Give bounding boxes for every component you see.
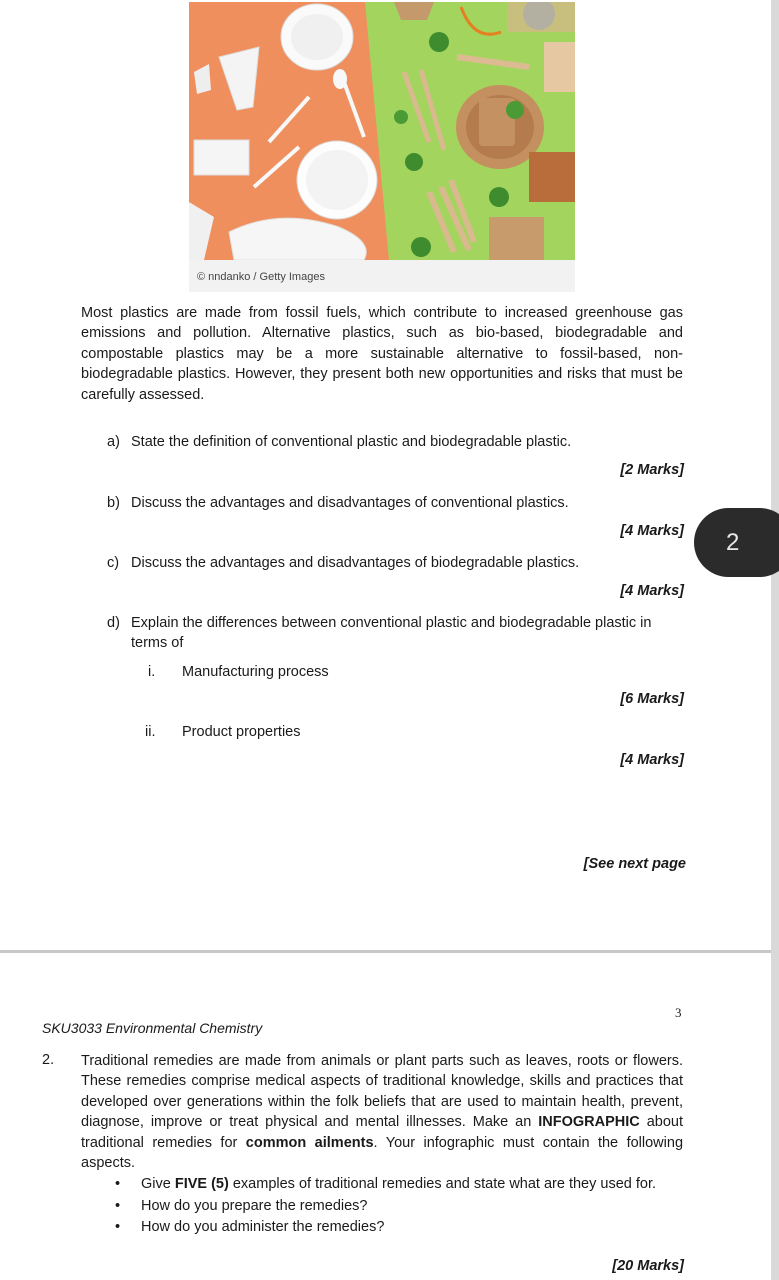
aspect-bold: FIVE (5) (174, 1176, 229, 1192)
question-2-text (81, 1051, 683, 1173)
question-2-aspects-list (115, 1174, 656, 1239)
question-text: State the definition of conventional plastic and biodegradable plastic. (131, 434, 572, 450)
question-label: d) (107, 615, 120, 631)
aspect-item: • How do you prepare the remedies? (115, 1196, 656, 1218)
q2-common-ailments-keyword: common ailments (245, 1134, 374, 1151)
question-text-line2: terms of (131, 635, 184, 651)
q2-infographic-keyword: INFOGRAPHIC (538, 1114, 640, 1131)
question-label: b) (107, 495, 120, 511)
question-text: Discuss the advantages and disadvantages of biodegradable plastics. (131, 555, 580, 571)
sub-question-text: Manufacturing process (182, 664, 329, 680)
plastics-photo (189, 2, 575, 260)
q2-text-part: . Your infographic must contain the following aspects. (81, 1134, 684, 1172)
page-indicator-badge: 2 (694, 508, 779, 577)
marks-b: [4 Marks] (620, 523, 684, 539)
page-number: 3 (675, 1005, 682, 1020)
q2-text-part: about traditional remedies for (81, 1114, 683, 1151)
question-2-number: 2. (42, 1052, 55, 1068)
page-break-divider (0, 950, 771, 953)
aspect-item: • How do you administer the remedies? (115, 1217, 656, 1239)
sub-question-label: i. (148, 664, 156, 680)
scrollbar[interactable] (771, 0, 779, 1280)
q2-text-part: Traditional remedies are made from animals or plant parts such as leaves, roots or flowers. These remedies comprise medical aspects of traditional knowledge, skills and practices that developed over generations within the folk beliefs that are used to maintain health, prevent, diagnose, improve or treat physical and mental illnesses. Make an (81, 1053, 683, 1131)
marks-d-ii: [4 Marks] (620, 752, 684, 768)
question-text: Discuss the advantages and disadvantages of conventional plastics. (131, 495, 569, 511)
question-text-line1: Explain the differences between conventional plastic and biodegradable plastic in (131, 615, 652, 631)
marks-d-i: [6 Marks] (620, 691, 684, 707)
sub-question-text: Product properties (182, 724, 301, 740)
intro-paragraph: Most plastics are made from fossil fuels, which contribute to increased greenhouse gas emissions and pollution. Alternative plastics, such as bio-based, biodegradable and compostable plastics may be a more sustainable alternative to fossil-based, non-biodegradable plastics. However, they present both new opportunities and risks that must be carefully assessed. (81, 305, 683, 403)
see-next-page: [See next page (583, 856, 686, 872)
aspect-text: Give (141, 1176, 175, 1192)
photo-credit: © nndanko / Getty Images (189, 260, 575, 292)
marks-c: [4 Marks] (620, 583, 684, 599)
aspect-item (115, 1174, 656, 1196)
sub-question-label: ii. (145, 724, 156, 740)
question-label: c) (107, 555, 120, 571)
question-label: a) (107, 434, 120, 450)
marks-a: [2 Marks] (620, 462, 684, 478)
marks-q2: [20 Marks] (612, 1258, 684, 1274)
aspect-text: examples of traditional remedies and state what are they used for. (228, 1176, 657, 1192)
course-header: SKU3033 Environmental Chemistry (42, 1020, 263, 1036)
